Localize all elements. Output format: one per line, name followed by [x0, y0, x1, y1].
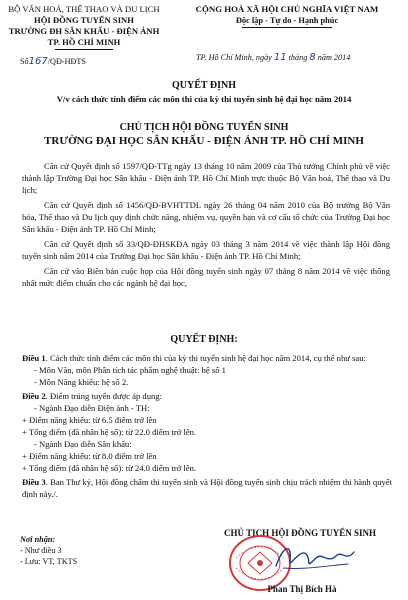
authority-title: CHỦ TỊCH HỘI ĐỒNG TUYỂN SINH — [119, 122, 289, 133]
article-2-group-title: - Ngành Đạo diễn Điện ảnh - TH: — [34, 403, 150, 413]
article-2: Điều 2. Điểm trúng tuyển được áp dụng: — [22, 391, 163, 401]
decision-heading: QUYẾT ĐỊNH: — [170, 334, 238, 345]
school-name: TRƯỜNG ĐH SÂN KHẤU - ĐIỆN ẢNH — [8, 26, 160, 36]
handwritten-number: 167 — [28, 56, 48, 67]
handwritten-day: 11 — [273, 52, 287, 63]
country-name: CỘNG HOÀ XÃ HỘI CHỦ NGHĨA VIỆT NAM — [195, 4, 379, 14]
motto-rule — [242, 27, 332, 28]
council-name: HỘI ĐỒNG TUYỂN SINH — [34, 15, 134, 25]
recipient-item: - Lưu: VT, TKTS — [20, 557, 78, 566]
article-2-item: + Điểm năng khiếu: từ 8.0 điểm trở lên — [22, 451, 157, 461]
signature-title: CHỦ TỊCH HỘI ĐỒNG TUYỂN SINH — [224, 528, 376, 538]
handwritten-signature — [270, 540, 360, 576]
ministry-name: BỘ VĂN HOÁ, THỂ THAO VÀ DU LỊCH — [8, 4, 160, 14]
articles — [22, 352, 392, 500]
preamble-paragraph: Căn cứ Quyết định số 1456/QĐ-BVHTTDL ngày 26 tháng 04 năm 2010 của Bộ trưởng Bộ Văn hóa, Thể thao và Du lịch quy định chức năng, nhiệm vụ, quyền hạn và cơ cấu tổ chức của Trường Đại học Sân khấu - Điện ảnh TP. Hồ Chí Minh; — [22, 200, 390, 234]
preamble-paragraph: Căn cứ Quyết định số 1597/QĐ-TTg ngày 13 tháng 10 năm 2009 của Thủ tướng Chính phủ về việc thành lập Trường Đại học Sân khấu - Điện ảnh TP. Hồ Chí Minh trực thuộc Bộ Văn hoá, Thể thao và Du lịch; — [22, 161, 390, 195]
document-subject: V/v cách thức tính điểm các môn thi của kỳ thi tuyển sinh hệ đại học năm 2014 — [56, 94, 352, 104]
motto: Độc lập - Tự do - Hạnh phúc — [235, 16, 339, 25]
article-2-item: + Tổng điểm (đã nhân hệ số): từ 24.0 điểm trở lên. — [22, 463, 197, 473]
article-2-item: + Tổng điểm (đã nhân hệ số): từ 22.0 điểm trở lên. — [22, 427, 197, 437]
recipient-item: - Như điều 3 — [20, 546, 62, 555]
authority-school: TRƯỜNG ĐẠI HỌC SÂN KHẤU - ĐIỆN ẢNH TP. HỒ CHÍ MINH — [44, 135, 364, 147]
article-1-item: - Môn Năng khiếu: hệ số 2. — [34, 377, 129, 387]
article-3: Điều 3. Ban Thư ký, Hội đồng chấm thi tuyển sinh và Hội đồng tuyển sinh chịu trách nhiệm thi hành quyết định này./. — [22, 477, 393, 499]
preamble-paragraph: Căn cứ vào Biên bản cuộc họp của Hội đồng tuyển sinh ngày 07 tháng 8 năm 2014 về việc thống nhất mức điểm chuẩn cho các ngành hệ đại học, — [22, 266, 390, 288]
recipients-heading: Nơi nhận: — [20, 535, 56, 544]
preamble — [22, 160, 390, 292]
national-motto — [170, 4, 404, 28]
issue-date: TP. Hồ Chí Minh, ngày 11 tháng 8 năm 2014 — [196, 52, 351, 63]
issuer-header — [6, 4, 162, 67]
preamble-paragraph: Căn cứ Quyết định số 33/QĐ-ĐHSKĐA ngày 03 tháng 3 năm 2014 về việc thành lập Hội đồng tuyển sinh năm 2014 của Trường Đại học Sân khấu - Điện ảnh TP. Hồ Chí Minh; — [22, 239, 390, 261]
document-number: Số167/QĐ-HĐTS — [20, 56, 86, 67]
article-2-group-title: - Ngành Đạo diễn Sân khấu: — [34, 439, 132, 449]
signer-name: Phan Thị Bích Hà — [267, 584, 337, 594]
header-rule — [55, 49, 113, 50]
article-1: Điều 1. Cách thức tính điểm các môn thi của kỳ thi tuyển sinh hệ đại học năm 2014, cụ thể như sau: — [22, 353, 366, 363]
recipients — [20, 534, 77, 567]
article-1-item: - Môn Văn, môn Phân tích tác phẩm nghệ thuật: hệ số 1 — [34, 365, 226, 375]
article-2-item: + Điểm năng khiếu: từ 6.5 điểm trở lên — [22, 415, 157, 425]
school-city: TP. HỒ CHÍ MINH — [47, 37, 121, 47]
handwritten-month: 8 — [309, 52, 316, 63]
document-title: QUYẾT ĐỊNH — [172, 80, 236, 91]
